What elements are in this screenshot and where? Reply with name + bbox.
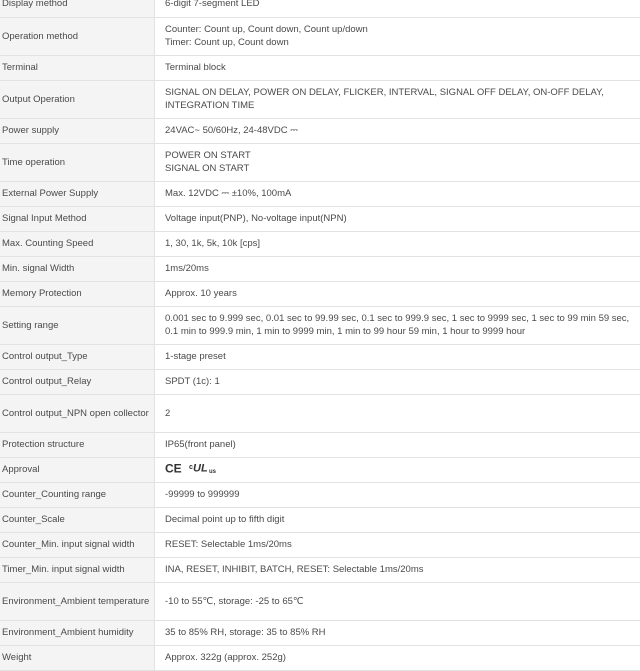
us-mark-text: us [209,469,217,474]
c-ul-us-mark-icon [189,461,219,474]
spec-label: Min. signal Width [0,256,155,281]
spec-value [155,306,640,344]
spec-row [0,181,640,206]
spec-label: Setting range [0,306,155,344]
spec-value [155,557,640,582]
spec-value [155,17,640,55]
spec-label: Terminal [0,55,155,80]
spec-value [155,281,640,306]
spec-value-line: Timer: Count up, Count down [165,36,640,49]
spec-row [0,620,640,645]
spec-value-line: SIGNAL ON DELAY, POWER ON DELAY, FLICKER, INTERVAL, SIGNAL OFF DELAY, ON-OFF DELAY, INTEGRATION TIME [165,86,640,112]
spec-value [155,369,640,394]
spec-row [0,55,640,80]
spec-row [0,557,640,582]
spec-value [155,256,640,281]
spec-row [0,118,640,143]
spec-value [155,645,640,670]
spec-label: Control output_Relay [0,369,155,394]
spec-label: Counter_Min. input signal width [0,532,155,557]
spec-row [0,143,640,181]
spec-row [0,457,640,482]
spec-value-line: POWER ON START [165,149,640,162]
c-mark-text: c [189,464,193,471]
spec-row [0,507,640,532]
spec-value-line: 35 to 85% RH, storage: 35 to 85% RH [165,626,640,639]
spec-value [155,143,640,181]
ul-mark-text: UL [193,463,208,475]
spec-row [0,645,640,670]
spec-value-line: Voltage input(PNP), No-voltage input(NPN) [165,212,640,225]
spec-value [155,620,640,645]
spec-label: Operation method [0,17,155,55]
spec-value [155,231,640,256]
spec-row [0,344,640,369]
spec-label: Output Operation [0,80,155,118]
spec-label: Memory Protection [0,281,155,306]
spec-value [155,80,640,118]
spec-value-line: SIGNAL ON START [165,162,640,175]
spec-value-line: SPDT (1c): 1 [165,375,640,388]
spec-label: Display method [0,0,155,17]
spec-row [0,231,640,256]
ce-mark-text: CE [165,462,182,474]
spec-value [155,118,640,143]
spec-row [0,369,640,394]
spec-row [0,394,640,432]
spec-label: Counter_Scale [0,507,155,532]
spec-value-line: 2 [165,407,640,420]
spec-label: Max. Counting Speed [0,231,155,256]
spec-label: Environment_Ambient humidity [0,620,155,645]
spec-value [155,457,640,482]
spec-value-line: Max. 12VDC ⎓ ±10%, 100mA [165,187,640,200]
spec-row [0,281,640,306]
spec-row [0,532,640,557]
spec-row [0,582,640,620]
spec-label: Timer_Min. input signal width [0,557,155,582]
spec-label: Control output_Type [0,344,155,369]
spec-label: Weight [0,645,155,670]
ce-mark-icon [165,462,185,474]
spec-label: Control output_NPN open collector [0,394,155,432]
spec-value-line: IP65(front panel) [165,438,640,451]
spec-value-line: Counter: Count up, Count down, Count up/down [165,23,640,36]
spec-row [0,256,640,281]
spec-row [0,17,640,55]
spec-label: Time operation [0,143,155,181]
spec-value [155,206,640,231]
spec-value-line: 6-digit 7-segment LED [165,0,640,10]
spec-label: Power supply [0,118,155,143]
spec-label: Counter_Counting range [0,482,155,507]
spec-value [155,482,640,507]
spec-row [0,206,640,231]
spec-value [155,55,640,80]
spec-row [0,80,640,118]
spec-value-line: 24VAC~ 50/60Hz, 24-48VDC ⎓ [165,124,640,137]
spec-value-line: Decimal point up to fifth digit [165,513,640,526]
spec-value-line: 1, 30, 1k, 5k, 10k [cps] [165,237,640,250]
spec-value-line: 0.001 sec to 9.999 sec, 0.01 sec to 99.99 sec, 0.1 sec to 999.9 sec, 1 sec to 9999 sec, 1 sec to 99 min 59 sec, 0.1 min to 999.9 min, 1 min to 9999 min, 1 min to 99 hour 59 min, 1 hour to 9999 hour [165,312,640,338]
spec-label: Approval [0,457,155,482]
spec-value-line: INA, RESET, INHIBIT, BATCH, RESET: Selectable 1ms/20ms [165,563,640,576]
spec-label: Protection structure [0,432,155,457]
spec-value-line: -10 to 55℃, storage: -25 to 65℃ [165,595,640,608]
spec-value-line: 1-stage preset [165,350,640,363]
spec-row [0,306,640,344]
spec-row [0,0,640,17]
spec-value-line: -99999 to 999999 [165,488,640,501]
spec-label: Environment_Ambient temperature [0,582,155,620]
spec-value-line: Terminal block [165,61,640,74]
spec-value [155,432,640,457]
spec-value-line: Approx. 10 years [165,287,640,300]
spec-value [155,507,640,532]
spec-value-line: Approx. 322g (approx. 252g) [165,651,640,664]
spec-value [155,532,640,557]
certification-marks [165,461,219,474]
spec-value-line: RESET: Selectable 1ms/20ms [165,538,640,551]
spec-value [155,394,640,432]
spec-value [155,0,640,17]
spec-label: External Power Supply [0,181,155,206]
spec-row [0,482,640,507]
spec-label: Signal Input Method [0,206,155,231]
spec-value [155,582,640,620]
spec-value [155,181,640,206]
spec-value-line: 1ms/20ms [165,262,640,275]
spec-row [0,432,640,457]
spec-value [155,344,640,369]
